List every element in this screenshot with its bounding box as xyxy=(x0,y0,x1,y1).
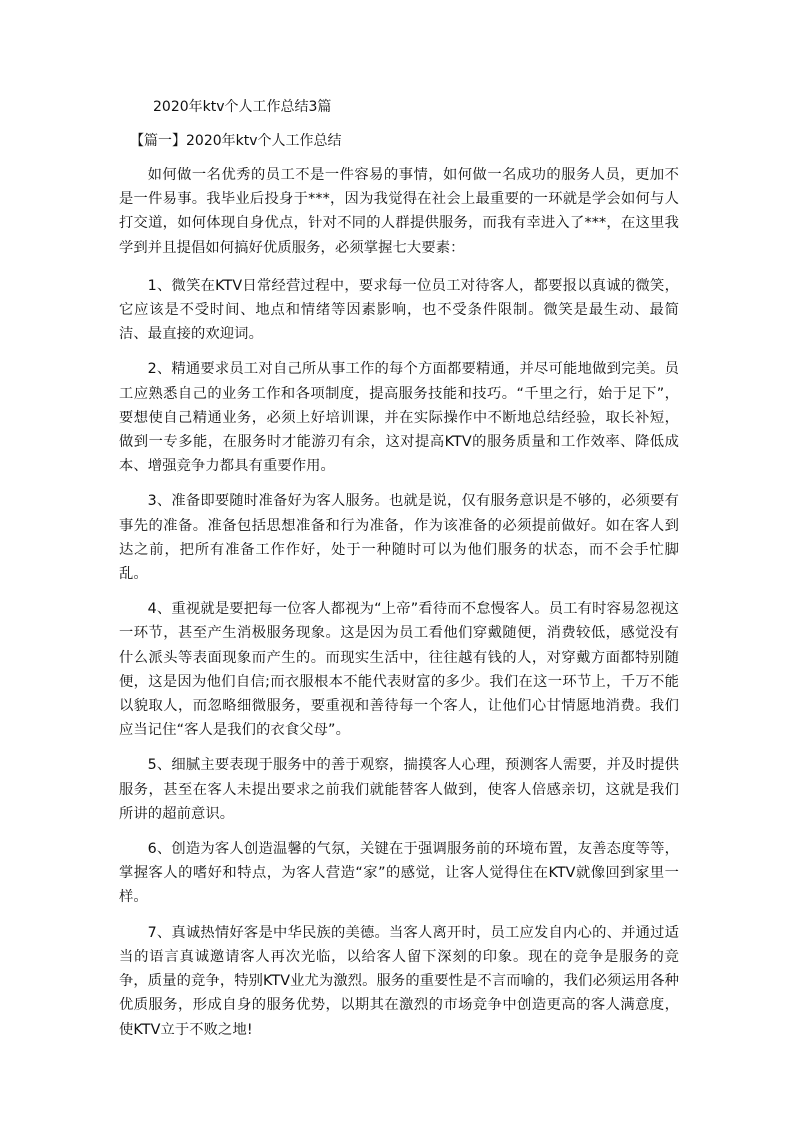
paragraph-sincerity: 7、真诚热情好客是中华民族的美德。当客人离开时，员工应发自内心的、并通过适当的语言真诚邀请客人再次光临，以给客人留下深刻的印象。现在的竞争是服务的竞争，质量的竞争，特别KTV业尤为激烈。服务的重要性是不言而喻的，我们必须运用各种优质服务，形成自身的服务优势，以期其在激烈的市场竞争中创造更高的客人满意度，使KTV立于不败之地! xyxy=(119,924,679,1038)
document-title: 2020年ktv个人工作总结3篇 xyxy=(153,99,332,115)
paragraph-attentiveness: 5、细腻主要表现于服务中的善于观察，揣摸客人心理，预测客人需要，并及时提供服务，甚至在客人未提出要求之前我们就能替客人做到，使客人倍感亲切，这就是我们所讲的超前意识。 xyxy=(119,757,679,822)
paragraph-proficiency: 2、精通要求员工对自己所从事工作的每个方面都要精通，并尽可能地做到完美。员工应熟悉自己的业务工作和各项制度，提高服务技能和技巧。“千里之行，始于足下”，要想使自己精通业务，必须上好培训课，并在实际操作中不断地总结经验，取长补短，做到一专多能，在服务时才能游刃有余，这对提高KTV的服务质量和工作效率、降低成本、增强竞争力都具有重要作用。 xyxy=(119,361,679,475)
paragraph-attention: 4、重视就是要把每一位客人都视为“上帝”看待而不怠慢客人。员工有时容易忽视这一环节，甚至产生消极服务现象。这是因为员工看他们穿戴随便，消费较低，感觉没有什么派头等表面现象而产生的。而现实生活中，往往越有钱的人，对穿戴方面都特别随便，这是因为他们自信;而衣服根本不能代表财富的多少。我们在这一环节上，千万不能以貌取人，而忽略细微服务，要重视和善待每一个客人，让他们心甘情愿地消费。我们应当记住“客人是我们的衣食父母”。 xyxy=(119,601,679,739)
section-heading: 【篇一】2020年ktv个人工作总结 xyxy=(130,133,342,149)
paragraph-preparation: 3、准备即要随时准备好为客人服务。也就是说，仅有服务意识是不够的，必须要有事先的准备。准备包括思想准备和行为准备，作为该准备的必须提前做好。如在客人到达之前，把所有准备工作作好，处于一种随时可以为他们服务的状态，而不会手忙脚乱。 xyxy=(119,493,679,583)
document-body xyxy=(119,163,679,1053)
paragraph-smile: 1、微笑在KTV日常经营过程中，要求每一位员工对待客人，都要报以真诚的微笑，它应该是不受时间、地点和情绪等因素影响，也不受条件限制。微笑是最生动、最简洁、最直接的欢迎词。 xyxy=(119,277,679,343)
paragraph-creation: 6、创造为客人创造温馨的气氛，关键在于强调服务前的环境布置，友善态度等等，掌握客人的嗜好和特点，为客人营造“家”的感觉，让客人觉得住在KTV就像回到家里一样。 xyxy=(119,841,679,906)
intro-paragraph: 如何做一名优秀的员工不是一件容易的事情，如何做一名成功的服务人员，更加不是一件易事。我毕业后投身于***，因为我觉得在社会上最重要的一环就是学会如何与人打交道，如何体现自身优点，针对不同的人群提供服务，而我有幸进入了***，在这里我学到并且提倡如何搞好优质服务，必须掌握七大要素： xyxy=(119,167,679,256)
